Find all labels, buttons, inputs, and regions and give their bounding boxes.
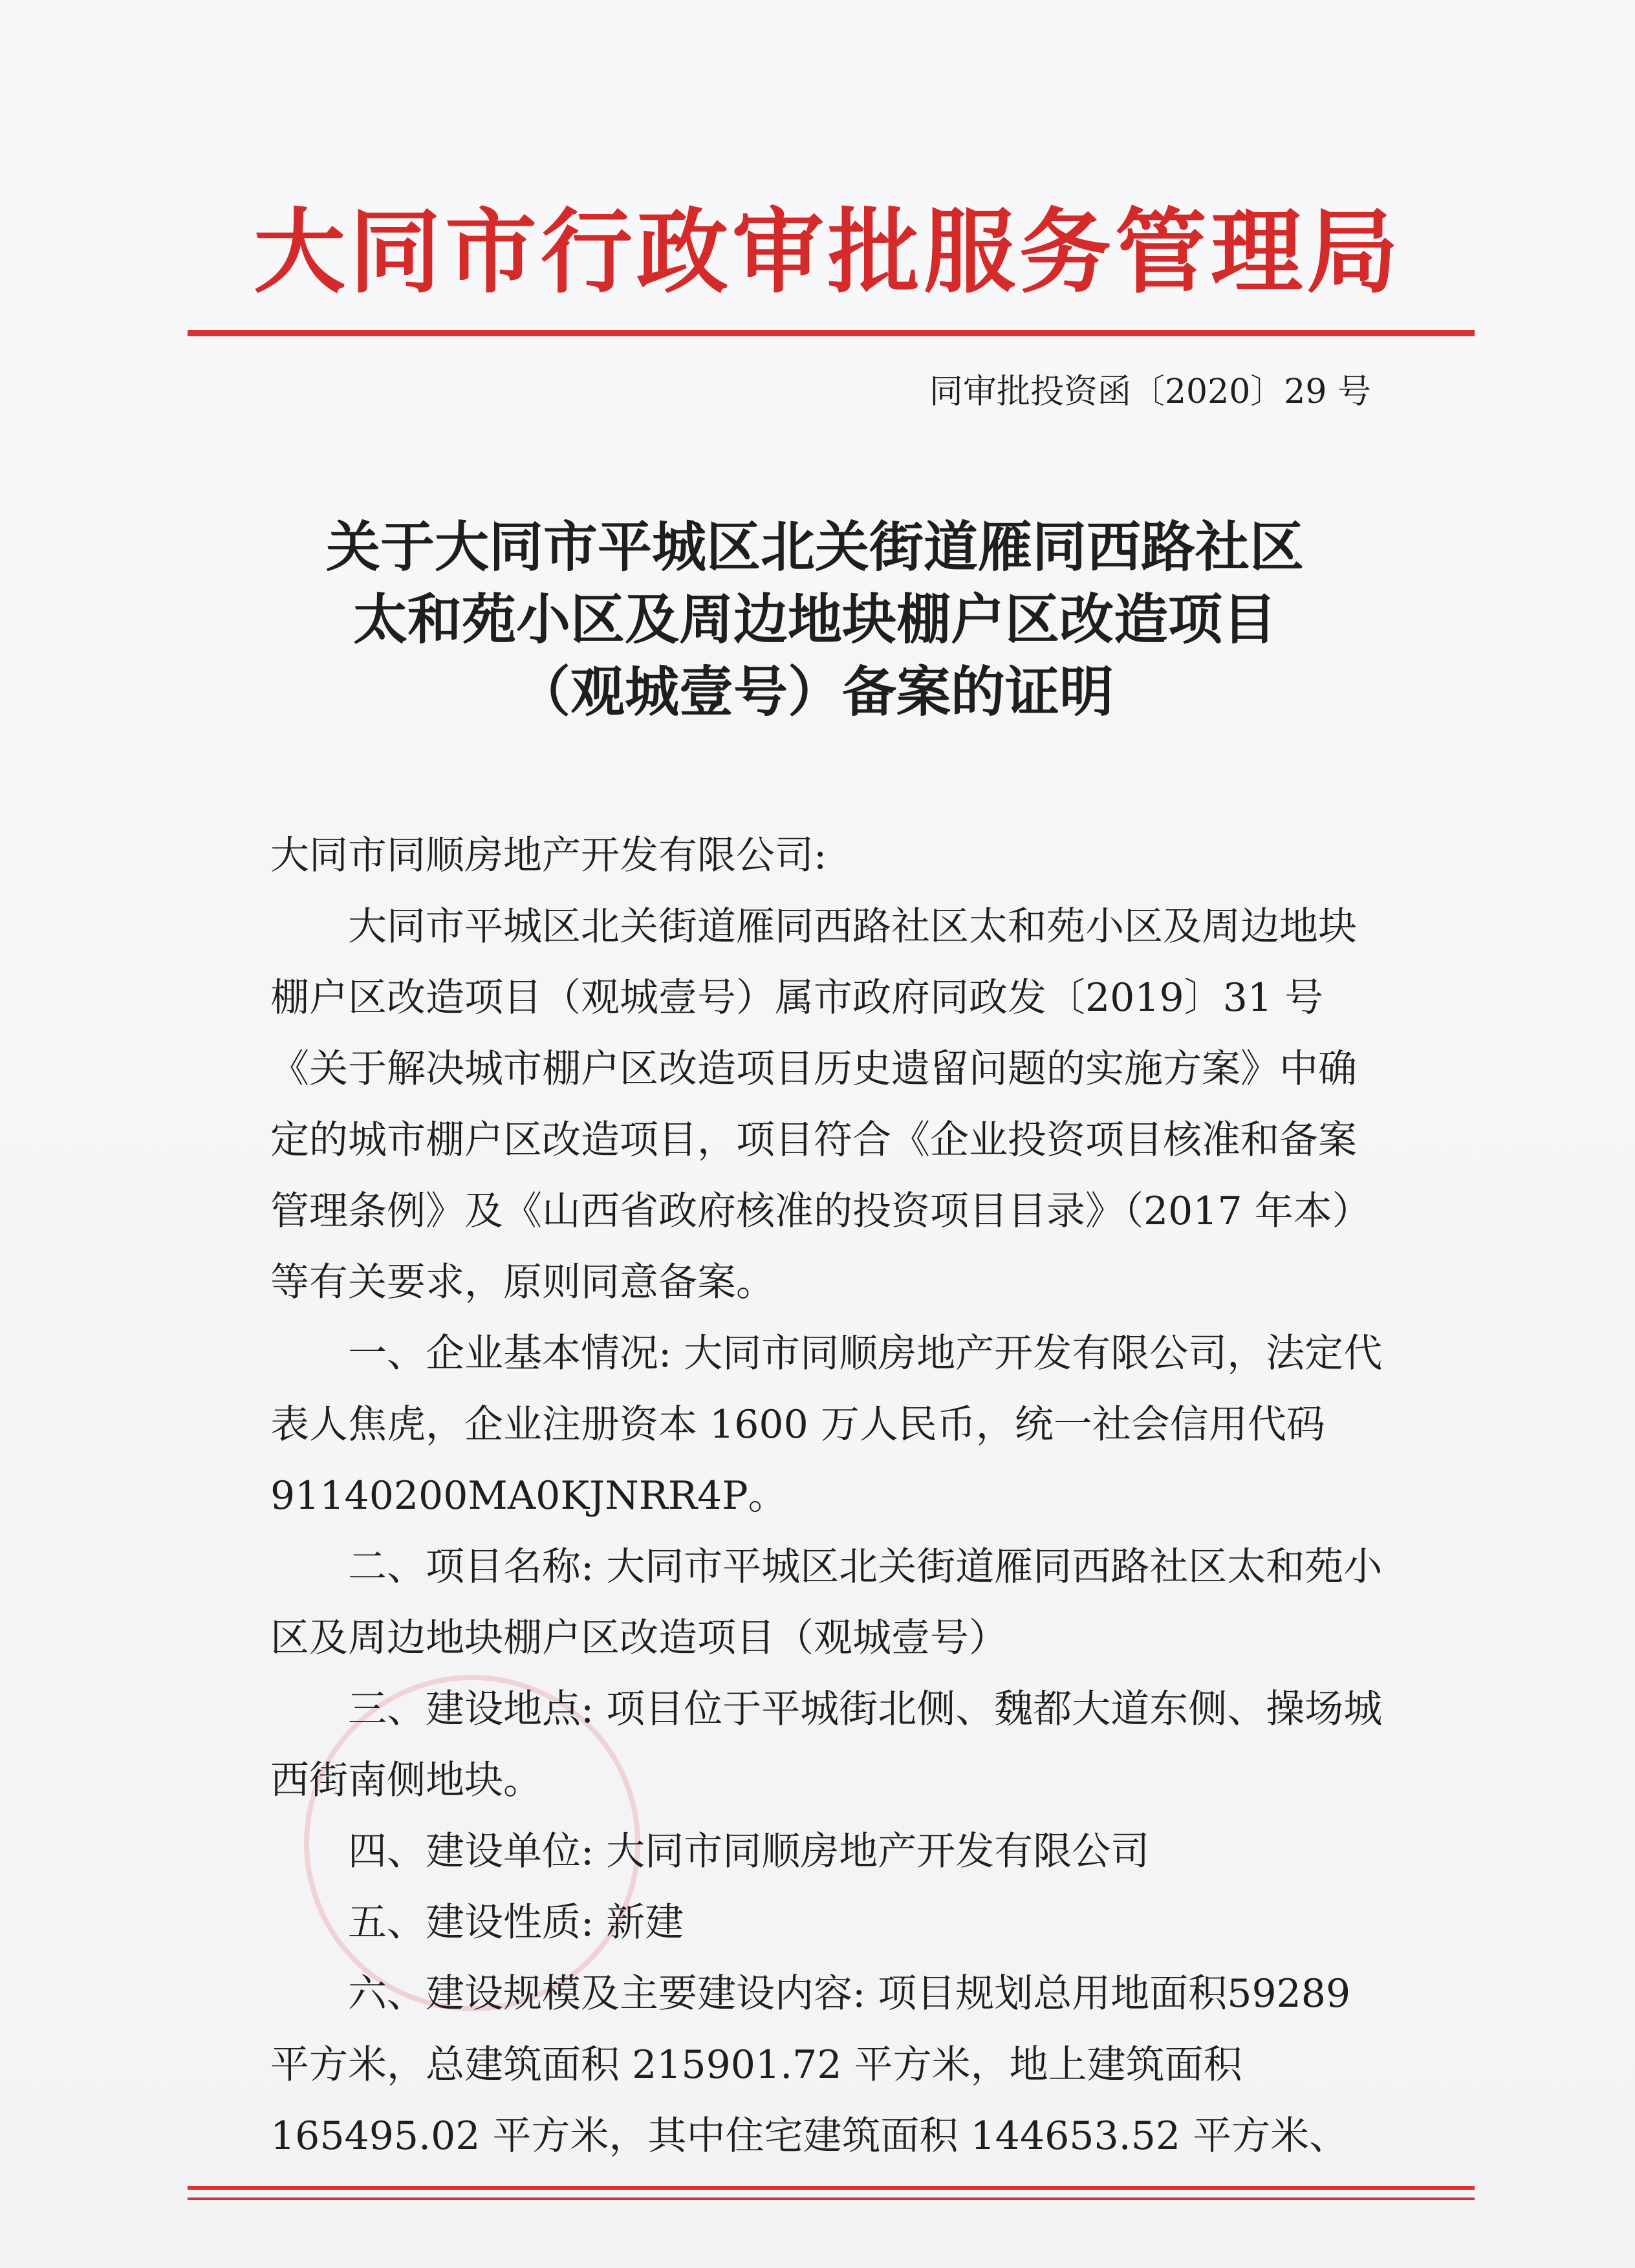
document-title-line: （观城壹号）备案的证明 — [515, 660, 1114, 724]
document-number: 同审批投资函〔2020〕29 号 — [929, 373, 1371, 411]
body-paragraph: 六、建设规模及主要建设内容: 项目规划总用地面积59289 平方米，总建筑面积 215901.72 平方米，地上建筑面积 165495.02 平方米，其中住宅建筑面积 144653.52 平方米、 — [270, 1971, 1351, 2159]
body-paragraph: 五、建设性质: 新建 — [348, 1900, 684, 1945]
footer-red-rule — [188, 2186, 1475, 2190]
body-paragraph: 一、企业基本情况: 大同市同顺房地产开发有限公司，法定代表人焦虎，企业注册资本 1600 万人民币，统一社会信用代码 91140200MA0KJNRR4P。 — [270, 1331, 1383, 1518]
body-paragraph: 三、建设地点: 项目位于平城街北侧、魏都大道东侧、操场城西街南侧地块。 — [270, 1687, 1383, 1803]
body-paragraph: 四、建设单位: 大同市同顺房地产开发有限公司 — [348, 1829, 1150, 1874]
document-body — [270, 820, 1389, 2172]
body-paragraph: 大同市平城区北关街道雁同西路社区太和苑小区及周边地块棚户区改造项目（观城壹号）属市政府同政发〔2019〕31 号《关于解决城市棚户区改造项目历史遗留问题的实施方案》中确定的城市棚户区改造项目，项目符合《企业投资项目核准和备案管理条例》及《山西省政府核准的投资项目目录》（2017 年本）等有关要求，原则同意备案。 — [270, 904, 1371, 1305]
footer-red-rule-thin — [188, 2198, 1475, 2200]
header-red-rule — [188, 330, 1475, 336]
document-title-line: 太和苑小区及周边地块棚户区改造项目 — [352, 587, 1277, 651]
salutation: 大同市同顺房地产开发有限公司: — [270, 833, 827, 878]
issuing-authority-header: 大同市行政审批服务管理局 — [254, 199, 1402, 306]
document-title-line: 关于大同市平城区北关街道雁同西路社区 — [325, 515, 1304, 579]
document-title — [213, 511, 1416, 728]
body-paragraph: 二、项目名称: 大同市平城区北关街道雁同西路社区太和苑小区及周边地块棚户区改造项目（观城壹号） — [270, 1544, 1383, 1661]
